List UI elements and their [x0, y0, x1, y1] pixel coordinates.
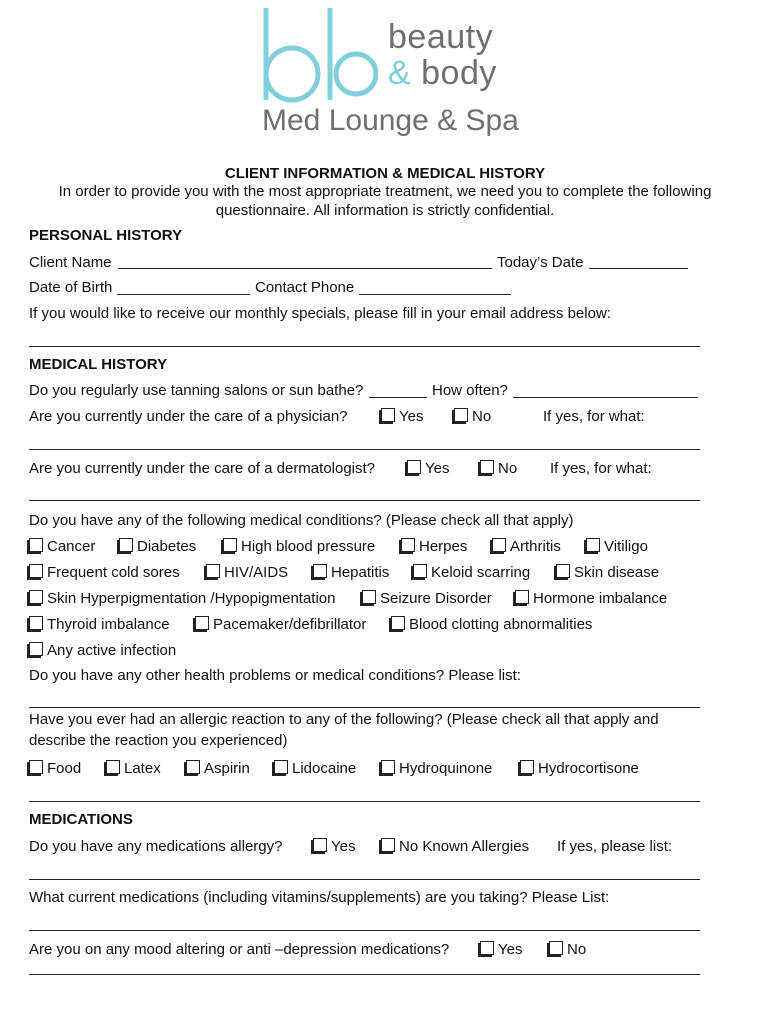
- allergen-food[interactable]: [27, 760, 81, 777]
- cond-skin-disease[interactable]: [554, 564, 659, 581]
- physician-yes[interactable]: [379, 408, 423, 425]
- mood-meds-yes[interactable]: [478, 941, 522, 958]
- logo-and-body: [388, 54, 497, 93]
- client-name-label: Client Name: [29, 254, 112, 271]
- med-allergy-if-yes: If yes, please list:: [557, 838, 673, 855]
- checkbox-icon[interactable]: [29, 642, 43, 656]
- contact-phone-label: Contact Phone: [255, 279, 355, 296]
- cond-infection-label: Any active infection: [47, 642, 177, 659]
- allergen-latex[interactable]: [104, 760, 161, 777]
- conditions-question: Do you have any of the following medical conditions? (Please check all that apply): [29, 512, 574, 529]
- checkbox-icon[interactable]: [454, 408, 468, 422]
- checkbox-icon[interactable]: [549, 941, 563, 955]
- cond-cancer-label: Cancer: [47, 538, 96, 555]
- cond-seizure[interactable]: [360, 590, 492, 607]
- physician-yes-label: Yes: [399, 408, 424, 425]
- cond-diabetes[interactable]: [117, 538, 196, 555]
- derm-yes[interactable]: [405, 460, 449, 477]
- derm-no-label: No: [498, 460, 518, 477]
- cond-skin-disease-label: Skin disease: [574, 564, 660, 581]
- checkbox-icon[interactable]: [223, 538, 237, 552]
- other-health-question: Do you have any other health problems or medical conditions? Please list:: [29, 667, 521, 684]
- allergen-hydrocortisone-label: Hydrocortisone: [538, 760, 639, 777]
- cond-vitiligo-label: Vitiligo: [604, 538, 648, 555]
- mood-meds-no[interactable]: [547, 941, 586, 958]
- cond-cold-sores-label: Frequent cold sores: [47, 564, 180, 581]
- todays-date-label: Today’s Date: [497, 254, 584, 271]
- checkbox-icon[interactable]: [586, 538, 600, 552]
- cond-keloid-label: Keloid scarring: [431, 564, 531, 581]
- cond-herpes-label: Herpes: [419, 538, 468, 555]
- med-allergy-yes-label: Yes: [331, 838, 356, 855]
- medical-heading: MEDICAL HISTORY: [29, 356, 168, 373]
- derm-details-field[interactable]: [29, 500, 700, 501]
- personal-heading: PERSONAL HISTORY: [29, 227, 183, 244]
- cond-diabetes-label: Diabetes: [137, 538, 197, 555]
- checkbox-icon[interactable]: [29, 760, 43, 774]
- cond-infection[interactable]: [27, 642, 176, 659]
- physician-details-field[interactable]: [29, 449, 700, 450]
- contact-phone-field[interactable]: [359, 294, 511, 295]
- mood-meds-yes-label: Yes: [498, 941, 523, 958]
- checkbox-icon[interactable]: [381, 838, 395, 852]
- cond-thyroid[interactable]: [27, 616, 170, 633]
- client-name-field[interactable]: [118, 268, 492, 269]
- cond-seizure-label: Seizure Disorder: [380, 590, 492, 607]
- cond-arthritis-label: Arthritis: [510, 538, 561, 555]
- med-allergy-question: Do you have any medications allergy?: [29, 838, 283, 855]
- checkbox-icon[interactable]: [29, 538, 43, 552]
- allergy-question-line-1: Have you ever had an allergic reaction to any of the following? (Please check all that apply and: [29, 711, 659, 728]
- cond-hormone[interactable]: [513, 590, 667, 607]
- dob-label: Date of Birth: [29, 279, 113, 296]
- checkbox-icon[interactable]: [480, 460, 494, 474]
- derm-yes-label: Yes: [425, 460, 450, 477]
- checkbox-icon[interactable]: [413, 564, 427, 578]
- cond-hepatitis-label: Hepatitis: [331, 564, 390, 581]
- physician-no-label: No: [472, 408, 492, 425]
- checkbox-icon[interactable]: [29, 564, 43, 578]
- intro-line-2: questionnaire. All information is strictly confidential.: [215, 202, 555, 219]
- cond-blood-clot[interactable]: [389, 616, 592, 633]
- cond-cancer[interactable]: [27, 538, 95, 555]
- cond-hiv-label: HIV/AIDS: [224, 564, 289, 581]
- cond-thyroid-label: Thyroid imbalance: [47, 616, 170, 633]
- cond-hormone-label: Hormone imbalance: [533, 590, 668, 607]
- checkbox-icon[interactable]: [195, 616, 209, 630]
- allergy-details-field[interactable]: [29, 801, 700, 802]
- form-title: CLIENT INFORMATION & MEDICAL HISTORY: [224, 165, 546, 182]
- how-often-label: How often?: [432, 382, 508, 399]
- todays-date-field[interactable]: [589, 268, 688, 269]
- logo-bb-mark: [258, 4, 378, 104]
- allergen-lidocaine[interactable]: [272, 760, 356, 777]
- allergen-latex-label: Latex: [124, 760, 161, 777]
- med-allergy-none[interactable]: [379, 838, 529, 855]
- checkbox-icon[interactable]: [381, 408, 395, 422]
- physician-no[interactable]: [452, 408, 491, 425]
- allergen-hydrocortisone[interactable]: [518, 760, 639, 777]
- checkbox-icon[interactable]: [480, 941, 494, 955]
- checkbox-icon[interactable]: [362, 590, 376, 604]
- checkbox-icon[interactable]: [313, 838, 327, 852]
- tanning-field[interactable]: [369, 397, 427, 398]
- checkbox-icon[interactable]: [186, 760, 200, 774]
- cond-high-bp[interactable]: [221, 538, 375, 555]
- physician-if-yes: If yes, for what:: [543, 408, 645, 425]
- mood-meds-field[interactable]: [29, 974, 700, 975]
- cond-high-bp-label: High blood pressure: [241, 538, 376, 555]
- medications-heading: MEDICATIONS: [29, 811, 133, 828]
- checkbox-icon[interactable]: [556, 564, 570, 578]
- cond-hepatitis[interactable]: [311, 564, 389, 581]
- checkbox-icon[interactable]: [206, 564, 220, 578]
- allergen-aspirin[interactable]: [184, 760, 250, 777]
- checkbox-icon[interactable]: [381, 760, 395, 774]
- logo: [258, 4, 518, 142]
- checkbox-icon[interactable]: [274, 760, 288, 774]
- derm-if-yes: If yes, for what:: [550, 460, 652, 477]
- derm-no[interactable]: [478, 460, 517, 477]
- allergen-lidocaine-label: Lidocaine: [292, 760, 357, 777]
- cond-hiv[interactable]: [204, 564, 288, 581]
- checkbox-icon[interactable]: [119, 538, 133, 552]
- derm-question: Are you currently under the care of a dermatologist?: [29, 460, 376, 477]
- cond-keloid[interactable]: [411, 564, 530, 581]
- checkbox-icon[interactable]: [401, 538, 415, 552]
- email-field[interactable]: [29, 346, 700, 347]
- checkbox-icon[interactable]: [492, 538, 506, 552]
- med-allergy-none-label: No Known Allergies: [399, 838, 530, 855]
- checkbox-icon[interactable]: [313, 564, 327, 578]
- tanning-question: Do you regularly use tanning salons or sun bathe?: [29, 382, 364, 399]
- allergen-hydroquinone-label: Hydroquinone: [399, 760, 493, 777]
- checkbox-icon[interactable]: [407, 460, 421, 474]
- other-health-field[interactable]: [29, 707, 700, 708]
- current-meds-question: What current medications (including vitamins/supplements) are you taking? Please List:: [29, 889, 610, 906]
- dob-field[interactable]: [117, 294, 250, 295]
- allergen-food-label: Food: [47, 760, 82, 777]
- cond-pacemaker-label: Pacemaker/defibrillator: [213, 616, 367, 633]
- cond-cold-sores[interactable]: [27, 564, 180, 581]
- allergen-hydroquinone[interactable]: [379, 760, 492, 777]
- cond-herpes[interactable]: [399, 538, 467, 555]
- allergy-question-line-2: describe the reaction you experienced): [29, 732, 288, 749]
- cond-vitiligo[interactable]: [584, 538, 648, 555]
- logo-beauty: beauty: [388, 18, 494, 56]
- mood-meds-question: Are you on any mood altering or anti –depression medications?: [29, 941, 450, 958]
- checkbox-icon[interactable]: [29, 590, 43, 604]
- mood-meds-no-label: No: [567, 941, 587, 958]
- checkbox-icon[interactable]: [29, 616, 43, 630]
- how-often-field[interactable]: [513, 397, 698, 398]
- physician-question: Are you currently under the care of a physician?: [29, 408, 348, 425]
- logo-and-body-text: & body: [388, 54, 497, 92]
- cond-arthritis[interactable]: [490, 538, 561, 555]
- med-allergy-field[interactable]: [29, 879, 700, 880]
- med-allergy-yes[interactable]: [311, 838, 355, 855]
- cond-hyperpig-label: Skin Hyperpigmentation /Hypopigmentation: [47, 590, 336, 607]
- checkbox-icon[interactable]: [106, 760, 120, 774]
- intro-line-1: In order to provide you with the most appropriate treatment, we need you to complete the following: [58, 183, 712, 200]
- logo-med-lounge: Med Lounge & Spa: [262, 104, 519, 137]
- allergen-aspirin-label: Aspirin: [204, 760, 250, 777]
- current-meds-field[interactable]: [29, 930, 700, 931]
- checkbox-icon[interactable]: [515, 590, 529, 604]
- cond-blood-clot-label: Blood clotting abnormalities: [409, 616, 593, 633]
- checkbox-icon[interactable]: [520, 760, 534, 774]
- email-prompt: If you would like to receive our monthly specials, please fill in your email address below:: [29, 305, 611, 322]
- cond-pacemaker[interactable]: [193, 616, 366, 633]
- checkbox-icon[interactable]: [391, 616, 405, 630]
- cond-hyperpig[interactable]: [27, 590, 336, 607]
